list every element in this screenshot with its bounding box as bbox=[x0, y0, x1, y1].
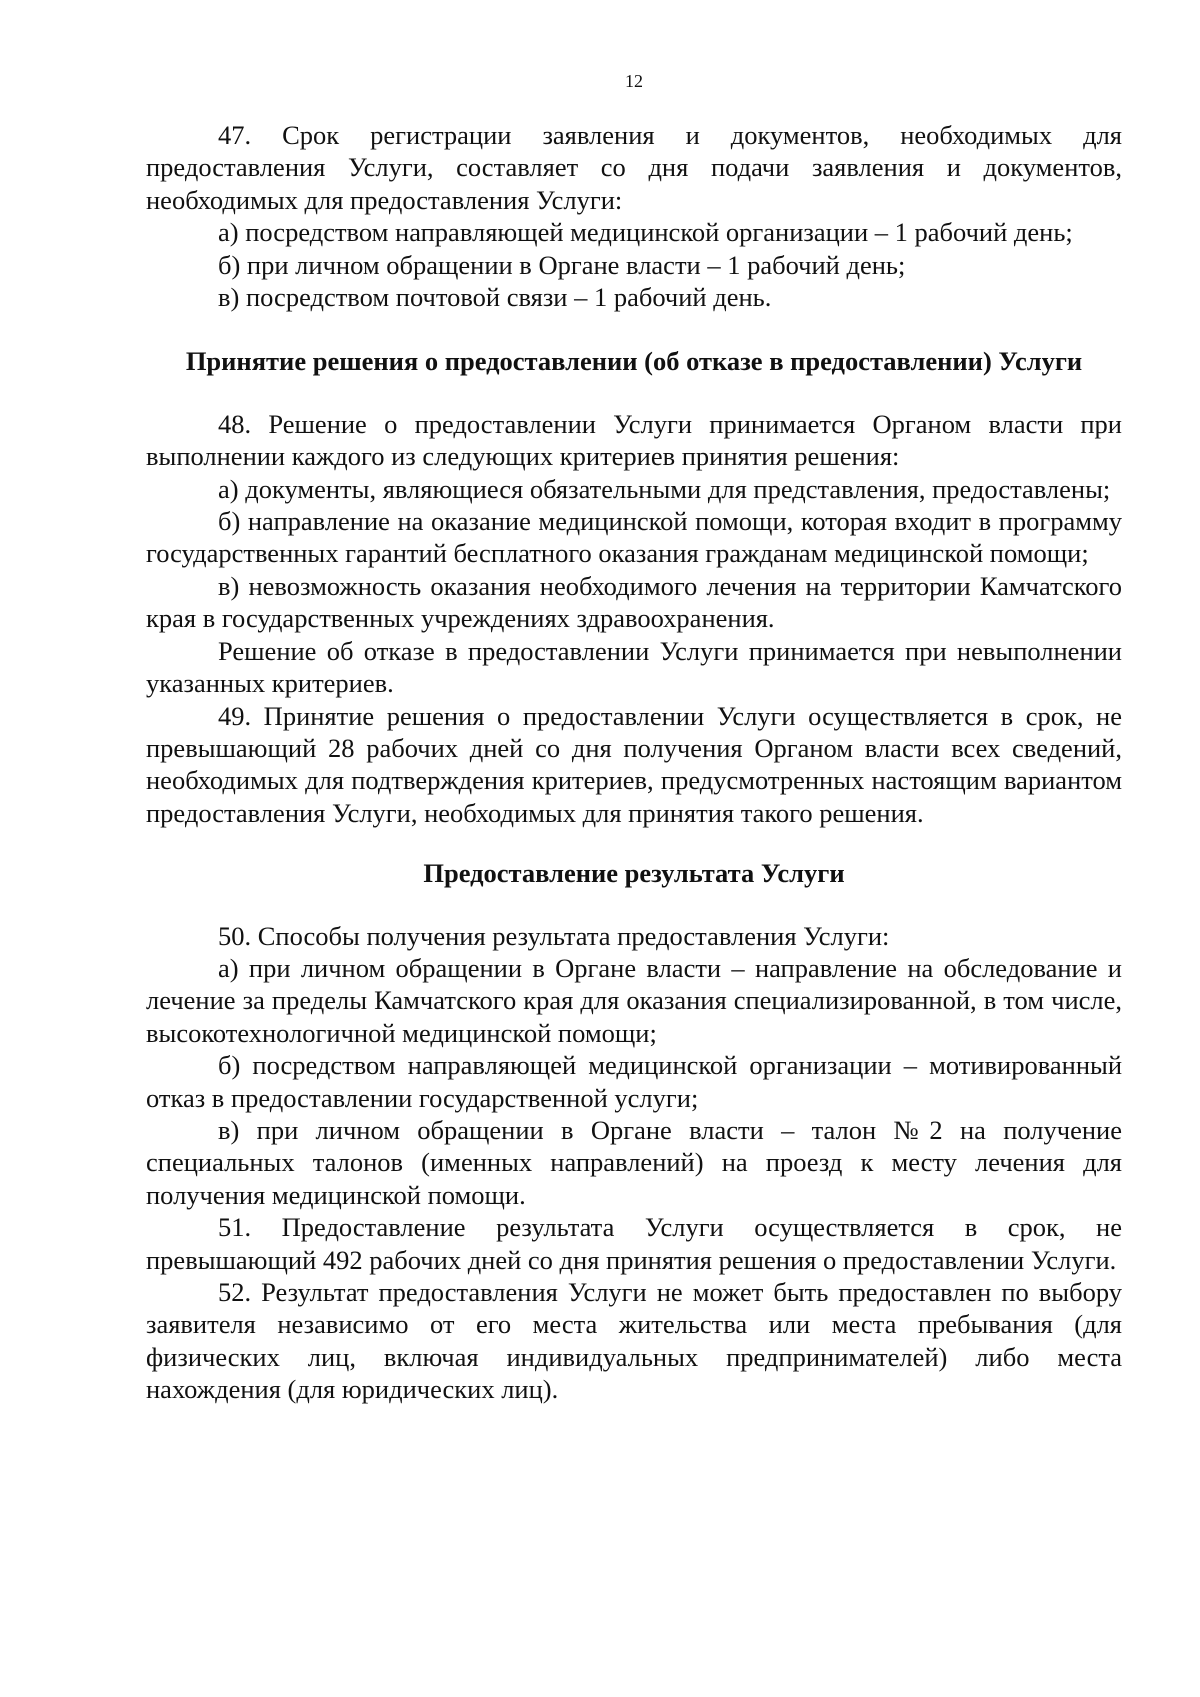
paragraph-51: 51. Предоставление результата Услуги осуществляется в срок, не превышающий 492 рабочих дней со дня принятия решения о предоставлении Услуги. bbox=[146, 1212, 1122, 1275]
paragraph-49: 49. Принятие решения о предоставлении Услуги осуществляется в срок, не превышающий 28 рабочих дней со дня получения Органом власти всех сведений, необходимых для подтверждения критериев, предусмотренных настоящим вариантом предоставления Услуги, необходимых для принятия такого решения. bbox=[146, 700, 1122, 828]
paragraph-48-refusal: Решение об отказе в предоставлении Услуги принимается при невыполнении указанных критериев. bbox=[146, 635, 1122, 699]
paragraph-50: 50. Способы получения результата предоставления Услуги: bbox=[218, 920, 890, 951]
paragraph-48-b: б) направление на оказание медицинской помощи, которая входит в программу государственных гарантий бесплатного оказания гражданам медицинской помощи; bbox=[146, 506, 1122, 569]
section-heading-decision: Принятие решения о предоставлении (об отказе в предоставлении) Услуги bbox=[185, 346, 1083, 377]
paragraph-48: 48. Решение о предоставлении Услуги принимается Органом власти при выполнении каждого из следующих критериев принятия решения: bbox=[146, 408, 1122, 472]
paragraph-50-v: в) при личном обращении в Органе власти – талон №2 на получение специальных талонов (именных направлений) на проезд к месту лечения для получения медицинской помощи. bbox=[146, 1114, 1122, 1210]
section-heading-result: Предоставление результата Услуги bbox=[423, 858, 845, 889]
paragraph-47: 47. Срок регистрации заявления и документов, необходимых для предоставления Услуги, составляет со дня подачи заявления и документов, необходимых для предоставления Услуги: bbox=[146, 120, 1122, 215]
paragraph-48-a: а) документы, являющиеся обязательными для представления, предоставлены; bbox=[218, 473, 1111, 504]
paragraph-52: 52. Результат предоставления Услуги не может быть предоставлен по выбору заявителя независимо от его места жительства или места пребывания (для физических лиц, включая индивидуальных предпринимателей) либо места нахождения (для юридических лиц). bbox=[146, 1277, 1122, 1405]
paragraph-48-v: в) невозможность оказания необходимого лечения на территории Камчатского края в государственных учреждениях здравоохранения. bbox=[146, 570, 1122, 634]
paragraph-50-b: б) посредством направляющей медицинской организации – мотивированный отказ в предоставлении государственной услуги; bbox=[146, 1050, 1122, 1113]
document-body bbox=[146, 119, 1122, 1406]
paragraph-47-a: а) посредством направляющей медицинской организации – 1 рабочий день; bbox=[218, 217, 1073, 248]
page-number: 12 bbox=[625, 71, 643, 91]
paragraph-47-v: в) посредством почтовой связи – 1 рабочий день. bbox=[218, 282, 772, 313]
paragraph-50-a: а) при личном обращении в Органе власти – направление на обследование и лечение за пределы Камчатского края для оказания специализированной, в том числе, высокотехнологичной медицинской помощи; bbox=[146, 952, 1122, 1048]
paragraph-47-b: б) при личном обращении в Органе власти – 1 рабочий день; bbox=[218, 249, 906, 280]
